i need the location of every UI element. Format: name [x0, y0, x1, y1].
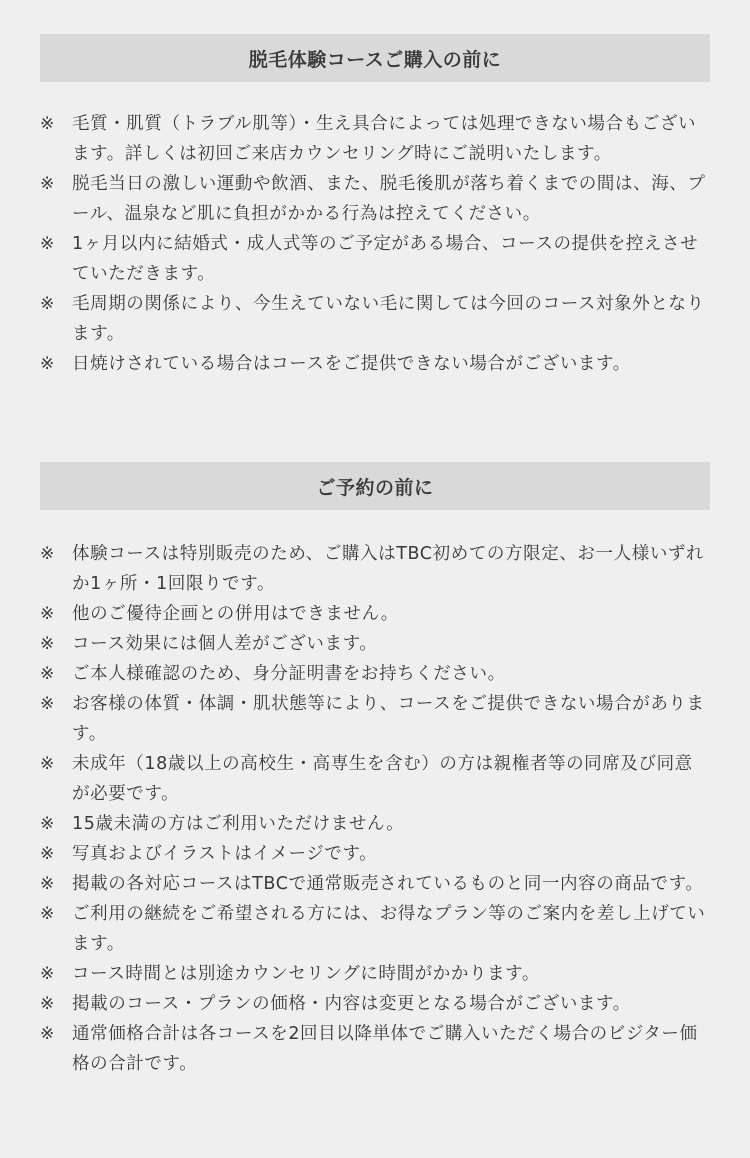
note-item [40, 1019, 710, 1079]
note-item [40, 539, 710, 599]
note-mark: ※ [40, 544, 55, 564]
note-mark: ※ [40, 234, 55, 254]
note-mark: ※ [40, 874, 55, 894]
note-text: 通常価格合計は各コースを2回目以降単体でご購入いただく場合のビジター価格の合計です。 [72, 1024, 698, 1074]
section-before-purchase [40, 34, 710, 379]
note-text: 15歳未満の方はご利用いただけません。 [72, 814, 405, 834]
note-text: 他のご優待企画との併用はできません。 [72, 604, 399, 624]
note-mark: ※ [40, 964, 55, 984]
note-item [40, 839, 710, 869]
note-item [40, 229, 710, 289]
note-text: 未成年（18歳以上の高校生・高専生を含む）の方は親権者等の同席及び同意が必要です。 [72, 754, 693, 804]
notes-list [40, 109, 710, 379]
note-text: ご利用の継続をご希望される方には、お得なプラン等のご案内を差し上げています。 [72, 904, 706, 954]
note-text: コース時間とは別途カウンセリングに時間がかかります。 [72, 964, 540, 984]
note-mark: ※ [40, 904, 55, 924]
note-item [40, 169, 710, 229]
note-text: 1ヶ月以内に結婚式・成人式等のご予定がある場合、コースの提供を控えさせていただきます。 [72, 234, 699, 284]
note-mark: ※ [40, 754, 55, 774]
note-text: 体験コースは特別販売のため、ご購入はTBC初めての方限定、お一人様いずれか1ヶ所・1回限りです。 [72, 544, 705, 594]
note-text: 脱毛当日の激しい運動や飲酒、また、脱毛後肌が落ち着くまでの間は、海、プール、温泉など肌に負担がかかる行為は控えてください。 [72, 174, 706, 224]
note-item [40, 869, 710, 899]
note-item [40, 899, 710, 959]
note-text: お客様の体質・体調・肌状態等により、コースをご提供できない場合があります。 [72, 694, 705, 744]
note-item [40, 349, 710, 379]
note-mark: ※ [40, 354, 55, 374]
note-item [40, 749, 710, 809]
note-mark: ※ [40, 294, 55, 314]
note-text: 掲載の各対応コースはTBCで通常販売されているものと同一内容の商品です。 [72, 874, 704, 894]
note-item [40, 809, 710, 839]
note-item [40, 289, 710, 349]
note-mark: ※ [40, 694, 55, 714]
note-item [40, 989, 710, 1019]
note-text: 掲載のコース・プランの価格・内容は変更となる場合がございます。 [72, 994, 631, 1014]
note-item [40, 959, 710, 989]
note-item [40, 689, 710, 749]
note-mark: ※ [40, 604, 55, 624]
note-mark: ※ [40, 114, 55, 134]
note-mark: ※ [40, 814, 55, 834]
note-item [40, 629, 710, 659]
note-mark: ※ [40, 174, 55, 194]
note-text: 日焼けされている場合はコースをご提供できない場合がございます。 [72, 354, 631, 374]
notes-list [40, 539, 710, 1079]
note-text: 毛質・肌質（トラブル肌等）・生え具合によっては処理できない場合もございます。詳しくは初回ご来店カウンセリング時にご説明いたします。 [72, 114, 697, 164]
note-item [40, 659, 710, 689]
note-text: ご本人様確認のため、身分証明書をお持ちください。 [72, 664, 506, 684]
note-mark: ※ [40, 1024, 55, 1044]
note-mark: ※ [40, 994, 55, 1014]
note-text: 写真およびイラストはイメージです。 [72, 844, 378, 864]
section-before-reservation [40, 462, 710, 1079]
note-mark: ※ [40, 664, 55, 684]
note-text: 毛周期の関係により、今生えていない毛に関しては今回のコース対象外となります。 [72, 294, 705, 344]
note-mark: ※ [40, 844, 55, 864]
section-title: 脱毛体験コースご購入の前に [40, 34, 710, 82]
note-item [40, 109, 710, 169]
note-text: コース効果には個人差がございます。 [72, 634, 378, 654]
section-title: ご予約の前に [40, 462, 710, 510]
note-item [40, 599, 710, 629]
note-mark: ※ [40, 634, 55, 654]
